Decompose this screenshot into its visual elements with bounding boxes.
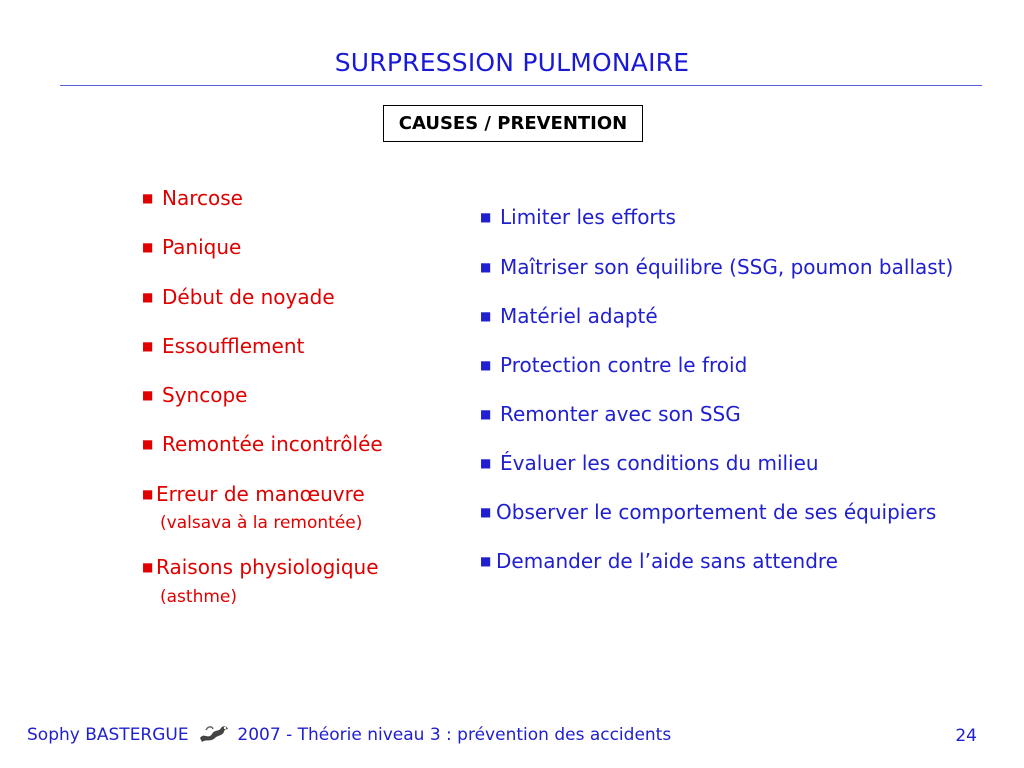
cause-item-label: Narcose — [162, 186, 243, 210]
prevention-item-label: Maîtriser son équilibre (SSG, poumon ballast) — [500, 255, 954, 279]
cause-item-label: Panique — [162, 235, 242, 259]
bullet-icon: ■ — [142, 560, 154, 574]
prevention-item — [480, 255, 953, 279]
prevention-item-label: Limiter les efforts — [500, 205, 676, 229]
slide-title: SURPRESSION PULMONAIRE — [334, 48, 690, 77]
cause-item — [142, 383, 247, 407]
bullet-icon: ■ — [142, 487, 154, 501]
bullet-icon: ■ — [480, 407, 492, 421]
cause-item — [142, 235, 241, 259]
bullet-icon: ■ — [480, 456, 492, 470]
prevention-item — [480, 304, 658, 328]
bullet-icon: ■ — [480, 210, 492, 224]
prevention-item — [480, 500, 936, 524]
seahorse-icon — [196, 722, 230, 744]
footer — [27, 722, 671, 745]
prevention-item-label: Matériel adapté — [500, 304, 658, 328]
cause-item-label: Remontée incontrôlée — [162, 432, 383, 456]
bullet-icon: ■ — [142, 437, 154, 451]
bullet-icon: ■ — [480, 505, 492, 519]
cause-item — [142, 432, 383, 456]
cause-item — [142, 482, 365, 506]
footer-author: Sophy BASTERGUE — [27, 725, 189, 745]
bullet-icon: ■ — [480, 260, 492, 274]
bullet-icon: ■ — [142, 388, 154, 402]
prevention-item-label: Demander de l’aide sans attendre — [496, 549, 838, 573]
bullet-icon: ■ — [480, 554, 492, 568]
prevention-item-label: Observer le comportement de ses équipiers — [496, 500, 937, 524]
cause-item-label: Raisons physiologique — [156, 555, 379, 579]
bullet-icon: ■ — [480, 358, 492, 372]
cause-item-label: Erreur de manœuvre — [156, 482, 365, 506]
prevention-item-label: Protection contre le froid — [500, 353, 748, 377]
page-number: 24 — [955, 726, 977, 746]
bullet-icon: ■ — [480, 309, 492, 323]
cause-item-label: Essoufflement — [162, 334, 305, 358]
bullet-icon: ■ — [142, 290, 154, 304]
prevention-item — [480, 402, 741, 426]
footer-text: 2007 - Théorie niveau 3 : prévention des accidents — [237, 725, 672, 745]
prevention-item — [480, 451, 819, 475]
bullet-icon: ■ — [142, 191, 154, 205]
prevention-item-label: Évaluer les conditions du milieu — [500, 451, 819, 475]
subtitle-label: CAUSES / PREVENTION — [398, 113, 628, 134]
subtitle-box — [383, 105, 643, 142]
prevention-item — [480, 353, 747, 377]
cause-note: (valsava à la remontée) — [160, 513, 363, 533]
cause-note: (asthme) — [160, 587, 237, 607]
prevention-item-label: Remonter avec son SSG — [500, 402, 741, 426]
cause-item — [142, 285, 335, 309]
cause-item — [142, 334, 304, 358]
prevention-item — [480, 549, 838, 573]
cause-item — [142, 186, 243, 210]
cause-item-label: Syncope — [162, 383, 248, 407]
cause-item — [142, 555, 379, 579]
prevention-item — [480, 205, 676, 229]
bullet-icon: ■ — [142, 240, 154, 254]
cause-item-label: Début de noyade — [162, 285, 335, 309]
bullet-icon: ■ — [142, 339, 154, 353]
title-divider — [60, 85, 982, 86]
